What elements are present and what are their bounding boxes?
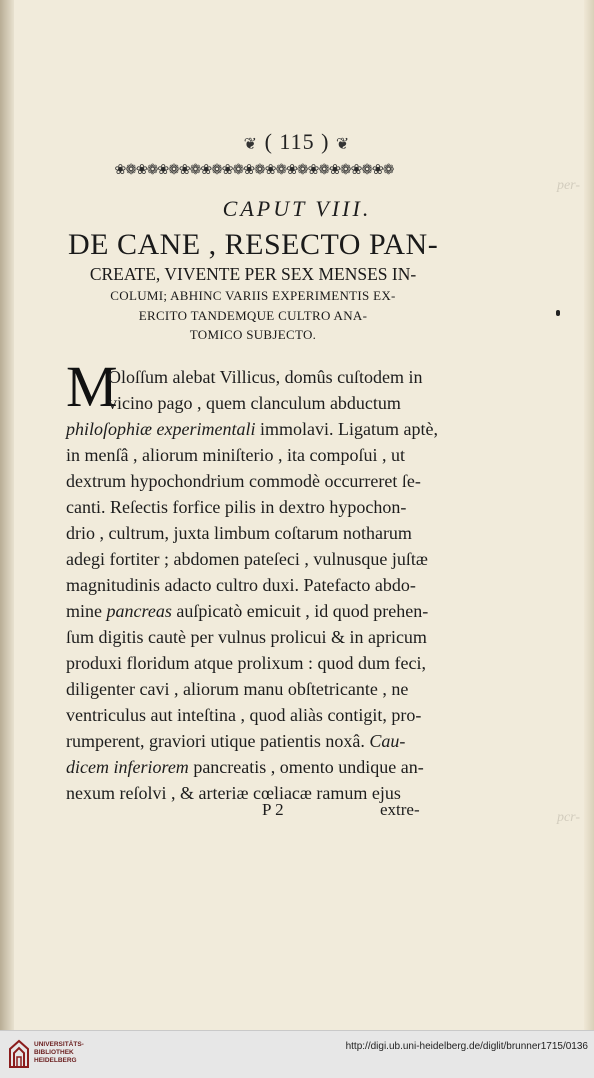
body-line: drio , cultrum, juxta limbum coſtarum notharum [66,523,412,543]
body-line: dicem inferiorem pancreatis , omento undique an- [66,757,424,777]
fleuron-right-icon: ❦ [335,136,351,153]
page-number: ( 115 ) [264,129,330,154]
library-name[interactable]: UNIVERSITÄTS- BIBLIOTHEK HEIDELBERG [34,1041,84,1064]
chapter-heading: CAPUT VIII. [222,196,372,221]
italic-phrase: dicem inferiorem [66,757,189,777]
chapter-title-line: COLUMI; ABHINC VARIIS EXPERIMENTIS EX- [110,288,396,303]
bleed-through-text: pcr- [556,810,580,825]
fleuron-left-icon: ❦ [243,136,259,153]
body-line: nexum reſolvi , & arteriæ cœliacæ ramum ejus [66,783,401,803]
body-line: produxi floridum atque prolixum : quod dum feci, [66,653,426,673]
body-line: mine pancreas auſpicatò emicuit , id quod prehen- [66,601,429,621]
body-line: philoſophiæ experimentali immolavi. Ligatum aptè, [66,419,438,439]
body-line: vicino pago , quem clanculum abductum [108,393,401,413]
body-line: adegi fortiter ; abdomen pateſeci , vulnusque juſtæ [66,549,428,569]
italic-phrase: philoſophiæ experimentali [66,419,256,439]
chapter-title-line: ERCITO TANDEMQUE CULTRO ANA- [138,308,368,323]
body-line: diligenter cavi , aliorum manu obſtetricante , ne [66,679,409,699]
permalink-url[interactable]: http://digi.ub.uni-heidelberg.de/diglit/brunner1715/0136 [345,1041,588,1052]
page-number-header [0,129,594,155]
body-line: dextrum hypochondrium commodè occurreret ſe- [66,471,421,491]
italic-phrase: Cau- [369,731,406,751]
drop-cap: M [66,354,118,419]
viewer-footer [0,1030,594,1078]
body-line: Oloſſum alebat Villicus, domûs cuſtodem in [108,367,423,387]
bleed-through-text: per- [556,178,580,193]
chapter-title-line: DE CANE , RESECTO PAN- [68,228,439,261]
body-line: rumperent, graviori utique patientis noxâ. Cau- [66,731,406,751]
chapter-title-line: TOMICO SUBJECTO. [189,327,317,342]
catchword: extre- [380,800,420,819]
body-line: in menſâ , aliorum miniſterio , ita compoſui , ut [66,445,405,465]
signature-mark: P 2 [262,800,284,819]
body-line: canti. Reſectis forfice pilis in dextro hypochon- [66,497,407,517]
italic-phrase: pancreas [106,601,172,621]
ink-spot [556,310,560,316]
body-line: ſum digitis cautè per vulnus prolicui & in apricum [66,627,427,647]
body-line: ventriculus aut inteſtina , quod aliàs contigit, pro- [66,705,422,725]
body-line: magnitudinis adacto cultro duxi. Patefacto abdo- [66,575,416,595]
chapter-title-line: CREATE, VIVENTE PER SEX MENSES IN- [89,264,417,284]
ornamental-rule: ❀❁❀❁❀❁❀❁❀❁❀❁❀❁❀❁❀❁❀❁❀❁❀❁❀❁ [114,163,394,178]
university-library-logo-icon[interactable] [8,1039,30,1069]
